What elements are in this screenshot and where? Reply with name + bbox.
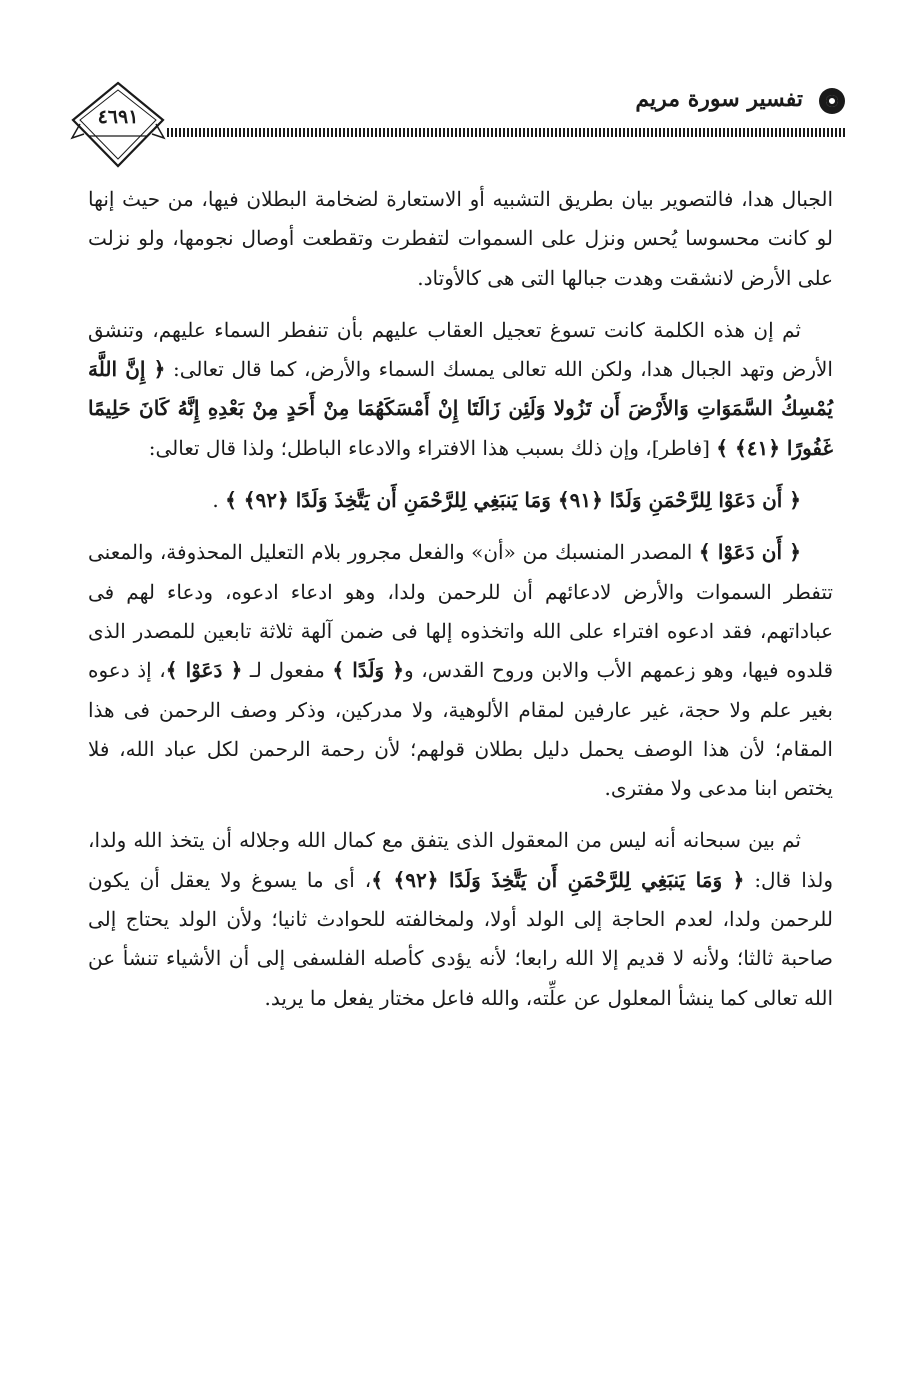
page-number-badge (70, 80, 166, 170)
quran-verse: ﴿ إِنَّ اللَّهَ يُمْسِكُ السَّمَوَاتِ وَالأَرْضَ أَن تَزُولا وَلَئِن زَالَتَا إِنْ أَمْسَكَهُمَا مِنْ أَحَدٍ مِنْ بَعْدِهِ إِنَّهُ كَانَ حَلِيمًا غَفُورًا ﴿٤١﴾ ﴾ (88, 357, 833, 460)
text-segment: [فاطر]، وإن ذلك بسبب هذا الافتراء والادعاء الباطل؛ ولذا قال تعالى: (148, 435, 717, 460)
quran-quote: ﴿ أَن دَعَوْا ﴾ (698, 540, 801, 565)
paragraph-1 (88, 180, 833, 298)
quran-verse: ﴿ أَن دَعَوْا لِلرَّحْمَنِ وَلَدًا ﴿٩١﴾ وَمَا يَنبَغِي لِلرَّحْمَنِ أَن يَتَّخِذَ وَلَدًا ﴿٩٢﴾ ﴾ (225, 488, 801, 513)
text-segment: ، أى ما يسوغ ولا يعقل أن يكون للرحمن ولدا، لعدم الحاجة إلى الولد أولا، ولمخالفته للحوادث ثانيا؛ ولأن الولد يحتاج إلى صاحبة ثالثا؛ ولأنه لا قديم إلا الله رابعا؛ لأنه يؤدى كأصله الفلسفى إلى أن الأشياء تنشأ عن الله تعالى كما ينشأ المعلول عن علِّته، والله فاعل مختار يفعل ما يريد. (88, 867, 833, 1010)
text-segment: مفعول لـ (242, 658, 333, 683)
quran-quote: ﴿ دَعَوْا ﴾ (165, 658, 243, 683)
paragraph-3-verse (88, 481, 833, 520)
header-rule (165, 128, 845, 137)
page-number: ٤٦٩١ (97, 106, 139, 128)
page-header (70, 80, 845, 170)
text-segment: . (212, 488, 226, 513)
text-segment: المصدر المنسبك من «أن» والفعل مجرور بلام التعليل المحذوفة، والمعنى تتفطر السموات والأرض لادعائهم أن للرحمن ولدا، وهو ادعاء ادعوه، ودعاء لهم فى عباداتهم، فقد ادعوه افتراء على الله واتخذوه إلها فى ضمن آلهة ثلاثة تابعين للمصدر الذى قلدوه فيها، وهو زعمهم الأب والابن وروح القدس، و (88, 540, 834, 683)
paragraph-4 (88, 533, 833, 808)
surah-title: تفسير سورة مريم (635, 86, 803, 112)
quran-verse: ﴿ وَمَا يَنبَغِي لِلرَّحْمَنِ أَن يَتَّخِذَ وَلَدًا ﴿٩٢﴾ ﴾ (371, 867, 745, 892)
quran-quote: ﴿ وَلَدًا ﴾ (332, 658, 405, 683)
page-body (88, 180, 833, 1031)
text-segment: ، إذ دعوه بغير علم ولا حجة، غير عارفين لمقام الألوهية، ولا مدركين، وذكر وصف الرحمن فى هذا المقام؛ لأن هذا الوصف يحمل دليل بطلان قولهم؛ لأن رحمة الرحمن لكل عباد الله، فلا يختص ابنا مدعى ولا مفترى. (88, 658, 834, 801)
paragraph-2 (88, 311, 833, 468)
paragraph-5 (88, 821, 833, 1017)
text-segment: ثم بين سبحانه أنه ليس من المعقول الذى يتفق مع كمال الله وجلاله أن يتخذ الله ولدا، ولذا قال: (88, 828, 833, 892)
text-segment: الجبال هدا، فالتصوير بيان بطريق التشبيه أو الاستعارة لضخامة البطلان فيها، من حيث إنها لو كانت محسوسا يُحس ونزل على السموات لتفطرت وتقطعت أوصال نجومها، ولو نزلت على الأرض لانشقت وهدت جبالها التى هى كالأوتاد. (88, 187, 833, 290)
text-segment: ثم إن هذه الكلمة كانت تسوغ تعجيل العقاب عليهم بأن تنفطر السماء عليهم، وتنشق الأرض وتهد الجبال هدا، ولكن الله تعالى يمسك السماء والأرض، كما قال تعالى: (88, 317, 833, 382)
rosette-icon (819, 88, 845, 114)
